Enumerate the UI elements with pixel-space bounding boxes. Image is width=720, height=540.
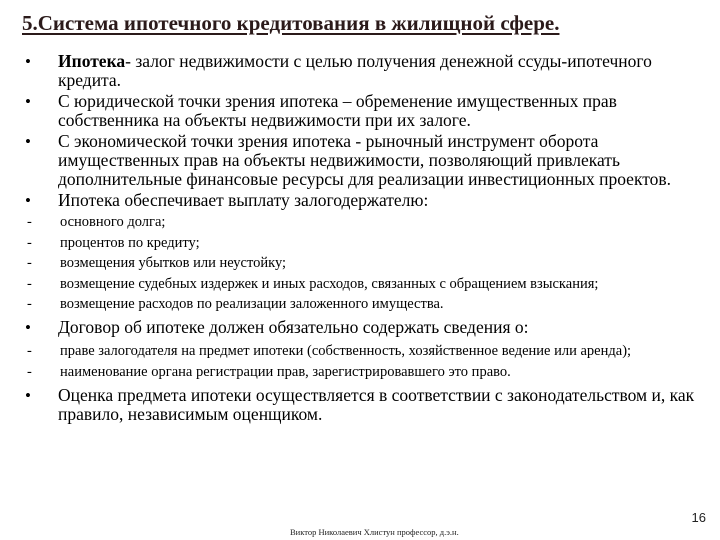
sub-list-item (22, 364, 712, 380)
list-item-text: С юридической точки зрения ипотека – обременение имущественных прав собственника на объекты недвижимости при их залоге. (58, 91, 617, 130)
dash-marker: - (27, 214, 32, 230)
dash-marker: - (27, 296, 32, 312)
sub-list-item (22, 296, 712, 312)
sub-list-item-text: праве залогодателя на предмет ипотеки (собственность, хозяйственное ведение или аренда); (60, 343, 632, 359)
bullet-marker: • (25, 318, 31, 337)
sub-list-item-text: основного долга; (60, 214, 166, 230)
list-item-text: Ипотека- залог недвижимости с целью получения денежной ссуды-ипотечного кредита. (58, 51, 652, 90)
list-item (22, 52, 712, 90)
sub-list-item-text: возмещение расходов по реализации заложенного имущества. (60, 296, 444, 312)
list-item-text: Оценка предмета ипотеки осуществляется в соответствии с законодательством и, как правило, независимым оценщиком. (58, 384, 695, 424)
footer-author: Виктор Николаевич Хлистун профессор, д.э.н. (290, 527, 459, 537)
bullet-marker: • (25, 52, 31, 71)
bullet-marker: • (25, 385, 31, 405)
list-item (22, 92, 712, 130)
list-item (22, 386, 712, 424)
slide-title: 5.Система ипотечного кредитования в жилищной сфере. (22, 11, 560, 35)
list-item (22, 191, 712, 210)
dash-marker: - (27, 234, 32, 251)
list-item (22, 318, 712, 337)
dash-marker: - (27, 343, 32, 359)
content-list (22, 52, 712, 426)
term-bold: Ипотека (58, 51, 126, 71)
dash-marker: - (27, 255, 32, 271)
bullet-marker: • (25, 132, 31, 151)
dash-marker: - (27, 275, 32, 292)
list-item-text: С экономической точки зрения ипотека - рыночный инструмент оборота имущественных прав на объекты недвижимости, позволяющий привлекать дополнительные финансовые ресурсы для реализации инвестиционных проектов. (58, 131, 672, 189)
sub-list-item-text: процентов по кредиту; (60, 234, 200, 251)
bullet-marker: • (25, 92, 31, 111)
sub-list-item (22, 235, 712, 251)
bullet-marker: • (25, 191, 31, 210)
page-number: 16 (691, 510, 706, 525)
list-item-text: Ипотека обеспечивает выплату залогодержателю: (58, 190, 429, 210)
list-item (22, 132, 712, 189)
sub-list-item (22, 214, 712, 230)
sub-list-item-text: наименование органа регистрации прав, зарегистрировавшего это право. (60, 363, 511, 380)
dash-marker: - (27, 363, 32, 380)
sub-list-item (22, 276, 712, 292)
sub-list-item (22, 343, 712, 359)
sub-list-item-text: возмещения убытков или неустойку; (60, 255, 287, 271)
list-item-text: Договор об ипотеке должен обязательно содержать сведения о: (58, 317, 529, 337)
sub-list-item-text: возмещение судебных издержек и иных расходов, связанных с обращением взыскания; (60, 275, 599, 292)
sub-list-item (22, 255, 712, 271)
